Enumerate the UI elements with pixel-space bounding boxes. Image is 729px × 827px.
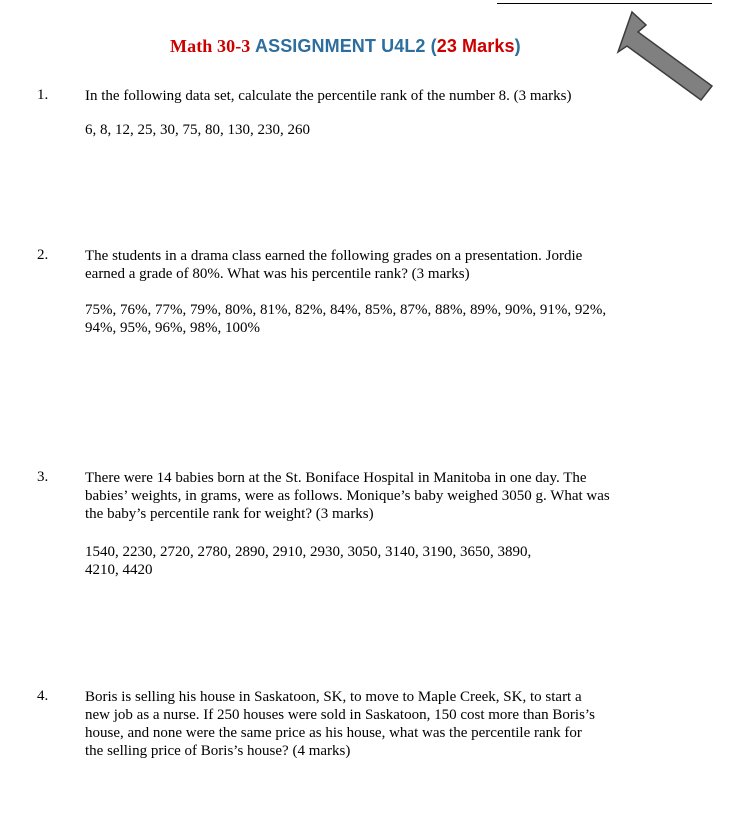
question-number: 4. [37, 688, 49, 704]
question-text: There were 14 babies born at the St. Boniface Hospital in Manitoba in one day. The babies’ weights, in grams, were as follows. Monique’s baby weighed 3050 g. What was the baby’s percentile rank for weight? (3 marks) [85, 470, 610, 522]
title-marks: 23 Marks [436, 36, 515, 56]
question-text: In the following data set, calculate the percentile rank of the number 8. (3 marks) [85, 88, 572, 104]
question-number: 2. [37, 247, 49, 263]
title-course: Math 30-3 [170, 36, 255, 56]
title-assignment: ASSIGNMENT U4L2 ( [255, 36, 437, 56]
question-text: The students in a drama class earned the following grades on a presentation. Jordie earned a grade of 80%. What was his percentile rank? (3 marks) [85, 248, 583, 282]
question-data-set: 1540, 2230, 2720, 2780, 2890, 2910, 2930, 3050, 3140, 3190, 3650, 3890, 4210, 4420 [85, 544, 532, 578]
question-number: 3. [37, 469, 49, 485]
title-close-paren: ) [514, 36, 521, 56]
name-line [497, 3, 712, 4]
page-title [170, 36, 521, 57]
question-data-set: 75%, 76%, 77%, 79%, 80%, 81%, 82%, 84%, 85%, 87%, 88%, 89%, 90%, 91%, 92%, 94%, 95%, 96%, 98%, 100% [85, 302, 607, 336]
question-number: 1. [37, 87, 49, 103]
question-text: Boris is selling his house in Saskatoon, SK, to move to Maple Creek, SK, to start a new job as a nurse. If 250 houses were sold in Saskatoon, 150 cost more than Boris’s house, and none were the same price as his house, what was the percentile rank for the selling price of Boris’s house? (4 marks) [85, 689, 595, 759]
question-data-set: 6, 8, 12, 25, 30, 75, 80, 130, 230, 260 [85, 122, 310, 138]
